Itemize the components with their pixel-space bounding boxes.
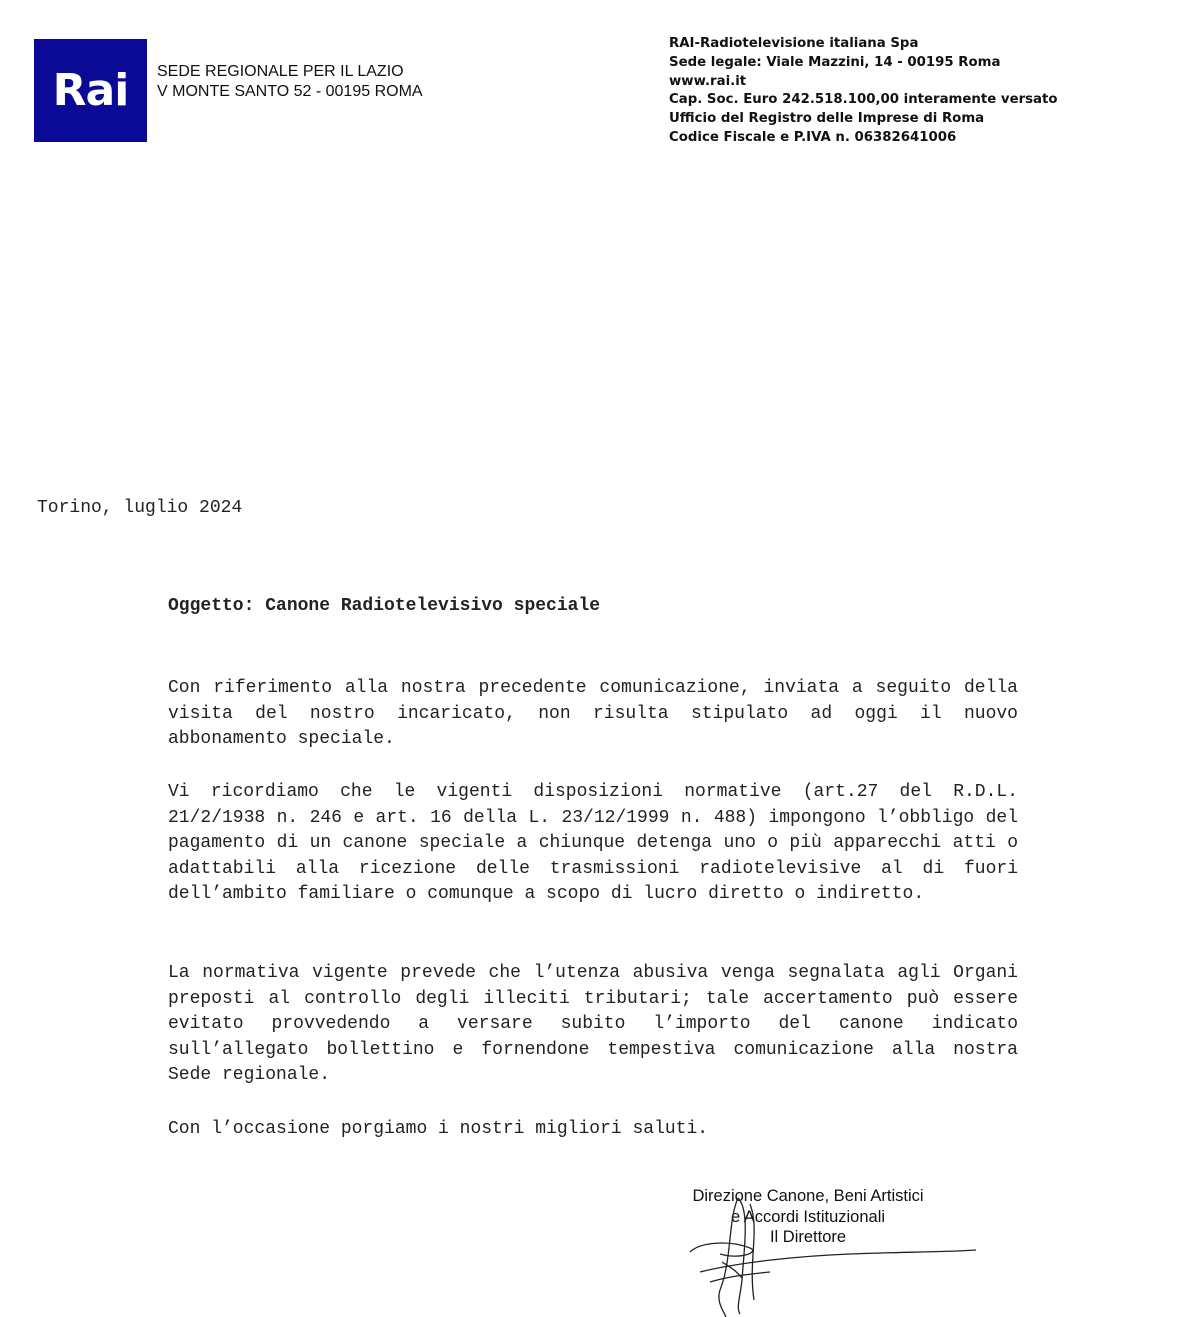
signature-stroke (700, 1250, 976, 1272)
place-date: Torino, luglio 2024 (37, 498, 243, 518)
company-name: RAI-Radiotelevisione italiana Spa (669, 36, 919, 51)
department-line: Direzione Canone, Beni Artistici (692, 1187, 924, 1205)
legal-address: Sede legale: Viale Mazzini, 14 - 00195 Roma (669, 54, 1001, 70)
subject-line: Oggetto: Canone Radiotelevisivo speciale (168, 596, 601, 616)
logo-text: Rai (52, 64, 129, 116)
share-capital: Cap. Soc. Euro 242.518.100,00 interamente versato (669, 92, 1058, 108)
website: www.rai.it (669, 73, 747, 89)
regional-office-address (157, 62, 423, 102)
signature-stroke (719, 1198, 738, 1317)
handwritten-signature (680, 1190, 990, 1317)
signatory-title: Il Direttore (769, 1228, 847, 1246)
company-info (669, 35, 1058, 148)
department-line: e Accordi Istituzionali (730, 1207, 886, 1226)
signature-stroke (690, 1243, 753, 1256)
paragraph-enforcement: La normativa vigente prevede che l’utenza abusiva venga segnalata agli Organi preposti al controllo degli illeciti tributari; tale accertamento può essere evitato provvedendo a versare subito l’importo del canone indicato sull’allegato bollettino e fornendone tempestiva comunicazione alla nostra Sede regionale. (168, 963, 1018, 1086)
paragraph-reference: Con riferimento alla nostra precedente comunicazione, inviata a seguito della visita del nostro incaricato, non risulta stipulato ad oggi il nuovo abbonamento speciale. (168, 678, 1018, 750)
regional-office-line: SEDE REGIONALE PER IL LAZIO (157, 63, 404, 80)
regional-office-line: V MONTE SANTO 52 - 00195 ROMA (157, 83, 423, 100)
registry-office: Ufficio del Registro delle Imprese di Roma (669, 111, 985, 127)
rai-logo (34, 39, 147, 142)
paragraph-regulations: Vi ricordiamo che le vigenti disposizioni normative (art.27 del R.D.L. 21/2/1938 n. 246 e art. 16 della L. 23/12/1999 n. 488) impongono l’obbligo del pagamento di un canone speciale a chiunque detenga uno o più apparecchi atti o adattabili alla ricezione delle trasmissioni radiotelevisive al di fuori dell’ambito familiare o comunque a scopo di lucro diretto o indiretto. (168, 782, 1018, 905)
signature-stroke (710, 1272, 770, 1282)
paragraph-closing: Con l’occasione porgiamo i nostri migliori saluti. (168, 1119, 709, 1139)
tax-code: Codice Fiscale e P.IVA n. 06382641006 (669, 129, 957, 145)
